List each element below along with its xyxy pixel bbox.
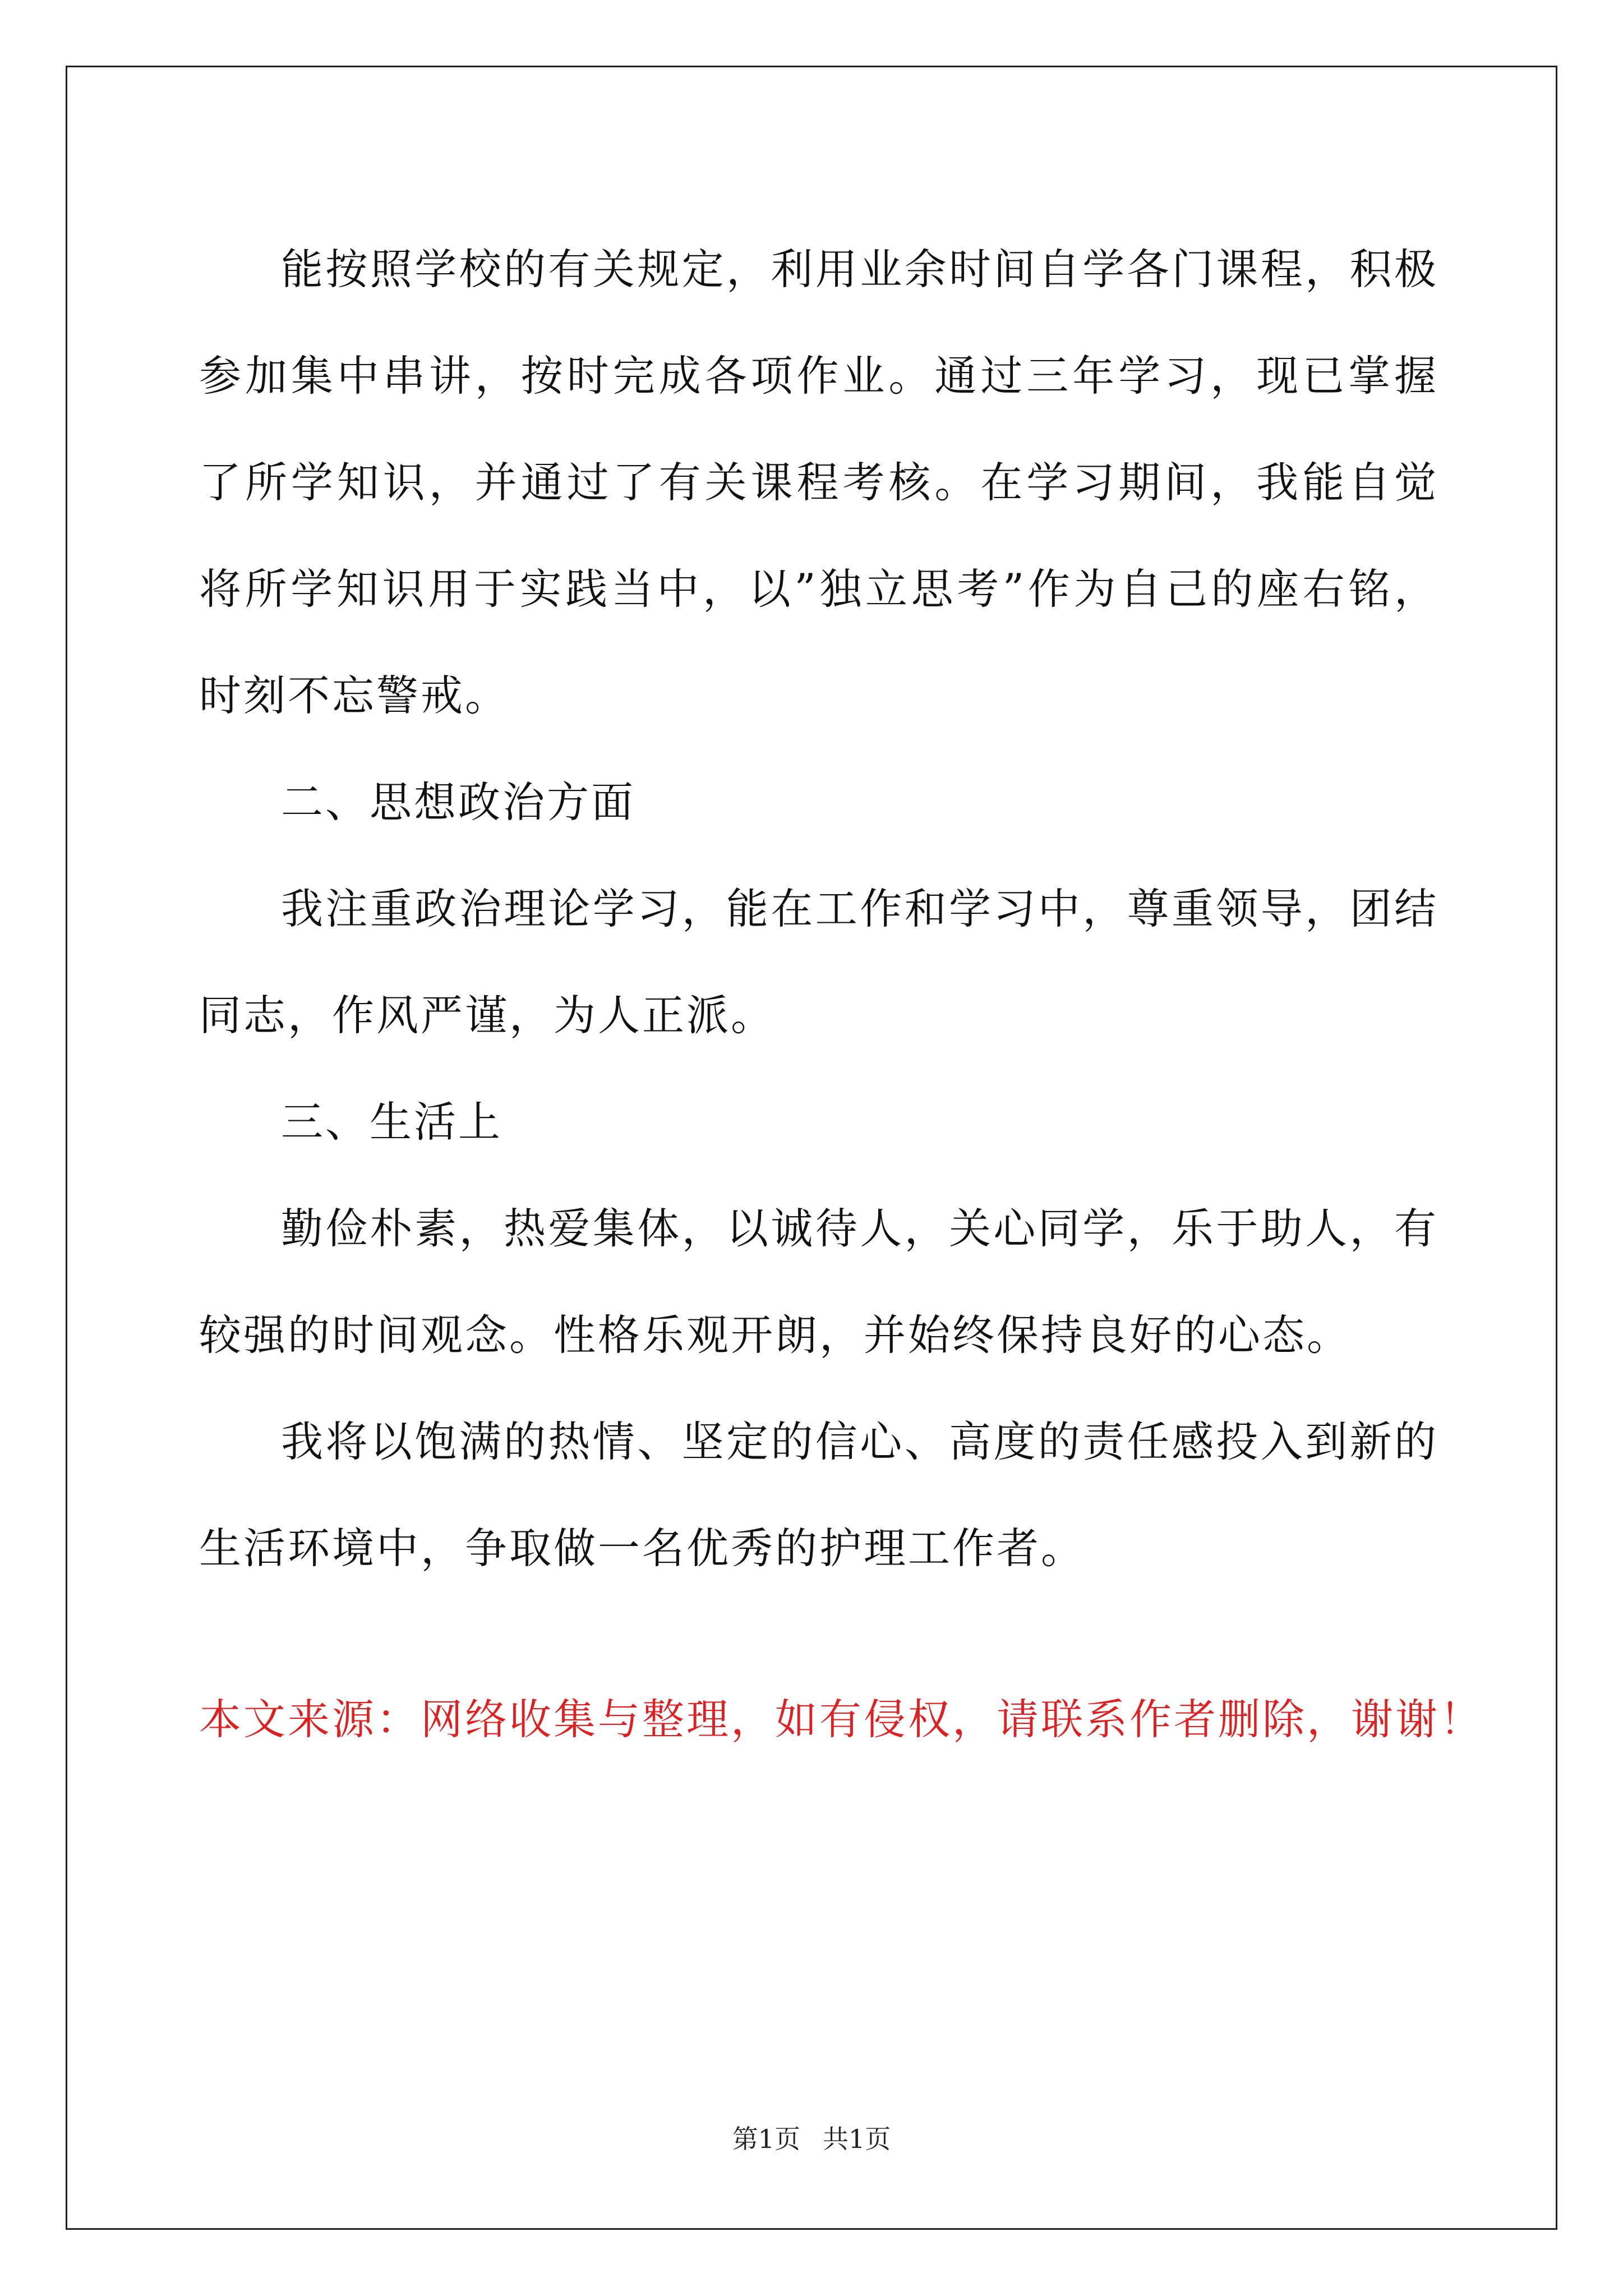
page-number-total: 共1页 <box>823 2124 891 2154</box>
paragraph-life: 勤俭朴素，热爱集体，以诚待人，关心同学，乐于助人，有较强的时间观念。性格乐观开朗，并始终保持良好的心态。 <box>199 1204 1438 1360</box>
paragraph-ideology: 我注重政治理论学习，能在工作和学习中，尊重领导，团结同志，作风严谨，为人正派。 <box>199 884 1438 1040</box>
heading-life: 三、生活上 <box>281 1097 503 1147</box>
paragraph-conclusion: 我将以饱满的热情、坚定的信心、高度的责任感投入到新的生活环境中，争取做一名优秀的护理工作者。 <box>199 1417 1438 1573</box>
source-notice: 本文来源：网络收集与整理，如有侵权，请联系作者删除，谢谢！ <box>199 1695 1484 1744</box>
document-body <box>199 216 1438 1602</box>
paragraph-study: 能按照学校的有关规定，利用业余时间自学各门课程，积极参加集中串讲，按时完成各项作业。通过三年学习，现已掌握了所学知识，并通过了有关课程考核。在学习期间，我能自觉将所学知识用于实践当中，以”独立思考”作为自己的座右铭，时刻不忘警戒。 <box>199 245 1438 720</box>
page-number-current: 第1页 <box>732 2124 800 2154</box>
heading-ideology: 二、思想政治方面 <box>281 777 636 827</box>
page-footer <box>0 2122 1623 2156</box>
